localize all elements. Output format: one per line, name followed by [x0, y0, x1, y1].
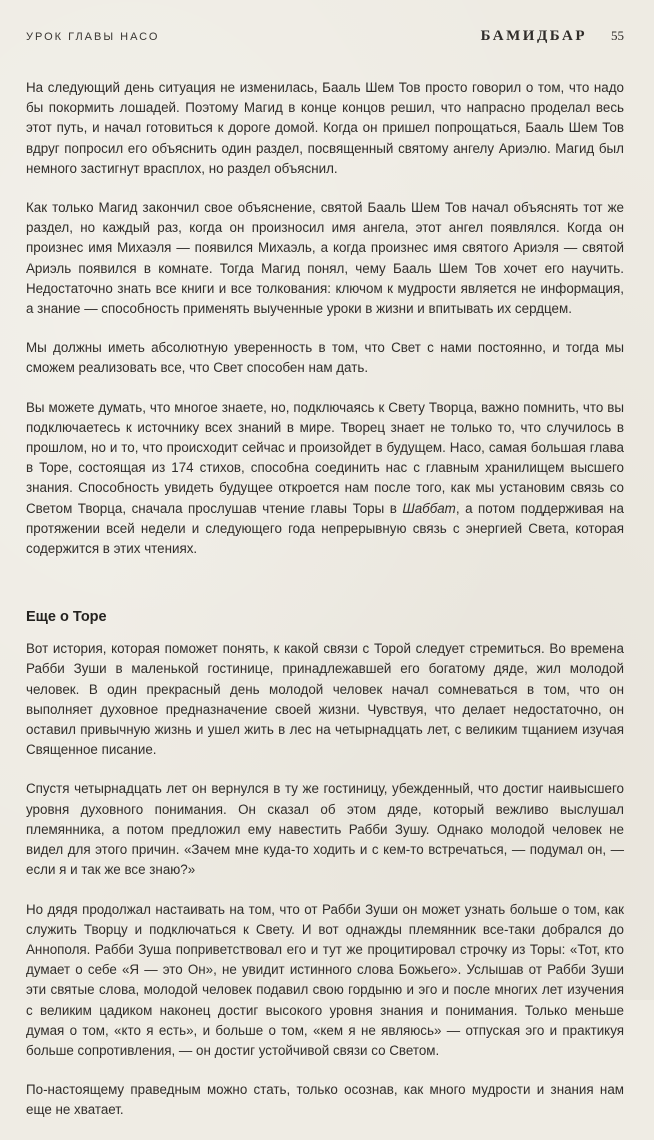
- book-title: БАМИДБАР: [480, 28, 587, 44]
- page-number: 55: [611, 28, 624, 43]
- page-body: [26, 78, 624, 1140]
- paragraph-text: , а потом поддерживая на протяжении всей недели и следующего года непрерывную связь с энергией Света, которая содержится в этих чтениях.: [26, 500, 624, 557]
- paragraph: По-настоящему праведным можно стать, только осознав, как много мудрости и знания нам еще не хватает.: [26, 1082, 624, 1118]
- paragraph: Вот история, которая поможет понять, к какой связи с Торой следует стремиться. Во времена Рабби Зуши в маленькой гостинице, принадлежавшей его богатому дяде, жил молодой человек. В один прекрасный день молодой человек начал сомневаться в том, что он выполняет духовное предназначение своей жизни. Чувствуя, что делает недостаточно, он оставил привычную жизнь и ушел жить в лес на четырнадцать лет, с великим тщанием изучая Священное писание.: [26, 641, 624, 758]
- paragraph: [26, 398, 624, 560]
- chapter-title: УРОК ГЛАВЫ НАСО: [26, 31, 160, 43]
- running-header: [26, 28, 624, 48]
- header-right: [481, 28, 624, 45]
- section-heading: Еще о Торе: [26, 609, 107, 626]
- paragraph-text: Вы можете думать, что многое знаете, но, подключаясь к Свету Творца, важно помнить, что вы подключаетесь к источнику всех знаний в мире. Творец знает не только то, что случилось в прошлом, но и то, что происходит сейчас и произойдет в будущем. Насо, самая большая глава в Торе, состоящая из 174 стихов, способна соединить нас с главным хранилищем высшего знания. Способность увидеть будущее откроется нам после того, как мы установим связь со Светом Творца, сначала прослушав чтение главы Торы в: [26, 399, 624, 516]
- paragraph: На следующий день ситуация не изменилась, Бааль Шем Тов просто говорил о том, что надо бы покормить лошадей. Поэтому Магид в конце концов решил, что напрасно проделал весь этот путь, и начал готовиться к дороге домой. Когда он пришел попрощаться, Бааль Шем Тов вдруг попросил его объяснить один раздел, посвященный святому ангелу Ариэлю. Магид был немного застигнут врасплох, но раздел объяснил.: [26, 80, 624, 176]
- paragraph: Спустя четырнадцать лет он вернулся в ту же гостиницу, убежденный, что достиг наивысшего уровня духовного понимания. Он сказал об этом дяде, который вежливо выслушал племянника, а потом предложил ему навестить Рабби Зушу. Однако молодой человек не видел для этого причин. «Зачем мне куда-то ходить и с кем-то встречаться, — подумал он, — если я и так же все знаю?»: [26, 781, 624, 878]
- paragraph: Но дядя продолжал настаивать на том, что от Рабби Зуши он может узнать больше о том, как служить Творцу и подключаться к Свету. И вот однажды племянник все-таки добрался до Аннополя. Рабби Зуша поприветствовал его и тут же процитировал строчку из Торы: «Тот, кто думает о себе «Я — это Он», не увидит истинного слова Божьего». Услышав от Рабби Зуши эти святые слова, молодой человек подавил свою гордыню и эго и после многих лет изучения с великим цадиком наконец достиг высокого уровня знания и понимания. Только меньше думая о том, «кто я есть», и больше о том, «кем я не являюсь» — отпуская эго и практикуя больше сопротивления, — он достиг устойчивой связи со Светом.: [26, 901, 624, 1058]
- paragraph: Как только Магид закончил свое объяснение, святой Бааль Шем Тов начал объяснять тот же раздел, но каждый раз, когда он произносил имя ангела, этот ангел появлялся. Когда он произнес имя Михаэля — появился Михаэль, а когда произнес имя святого Ариэля — святой Ариэль появился в комнате. Тогда Магид понял, чему Бааль Шем Тов хочет его научить. Недостаточно знать все книги и все толкования: ключом к мудрости является не информация, а знание — способность применять выученные уроки в жизни и впитывать их сердцем.: [26, 200, 624, 317]
- italic-term: Шаббат: [402, 500, 456, 516]
- paragraph: Мы должны иметь абсолютную уверенность в том, что Свет с нами постоянно, и тогда мы сможем реализовать все, что Свет способен нам дать.: [26, 340, 624, 376]
